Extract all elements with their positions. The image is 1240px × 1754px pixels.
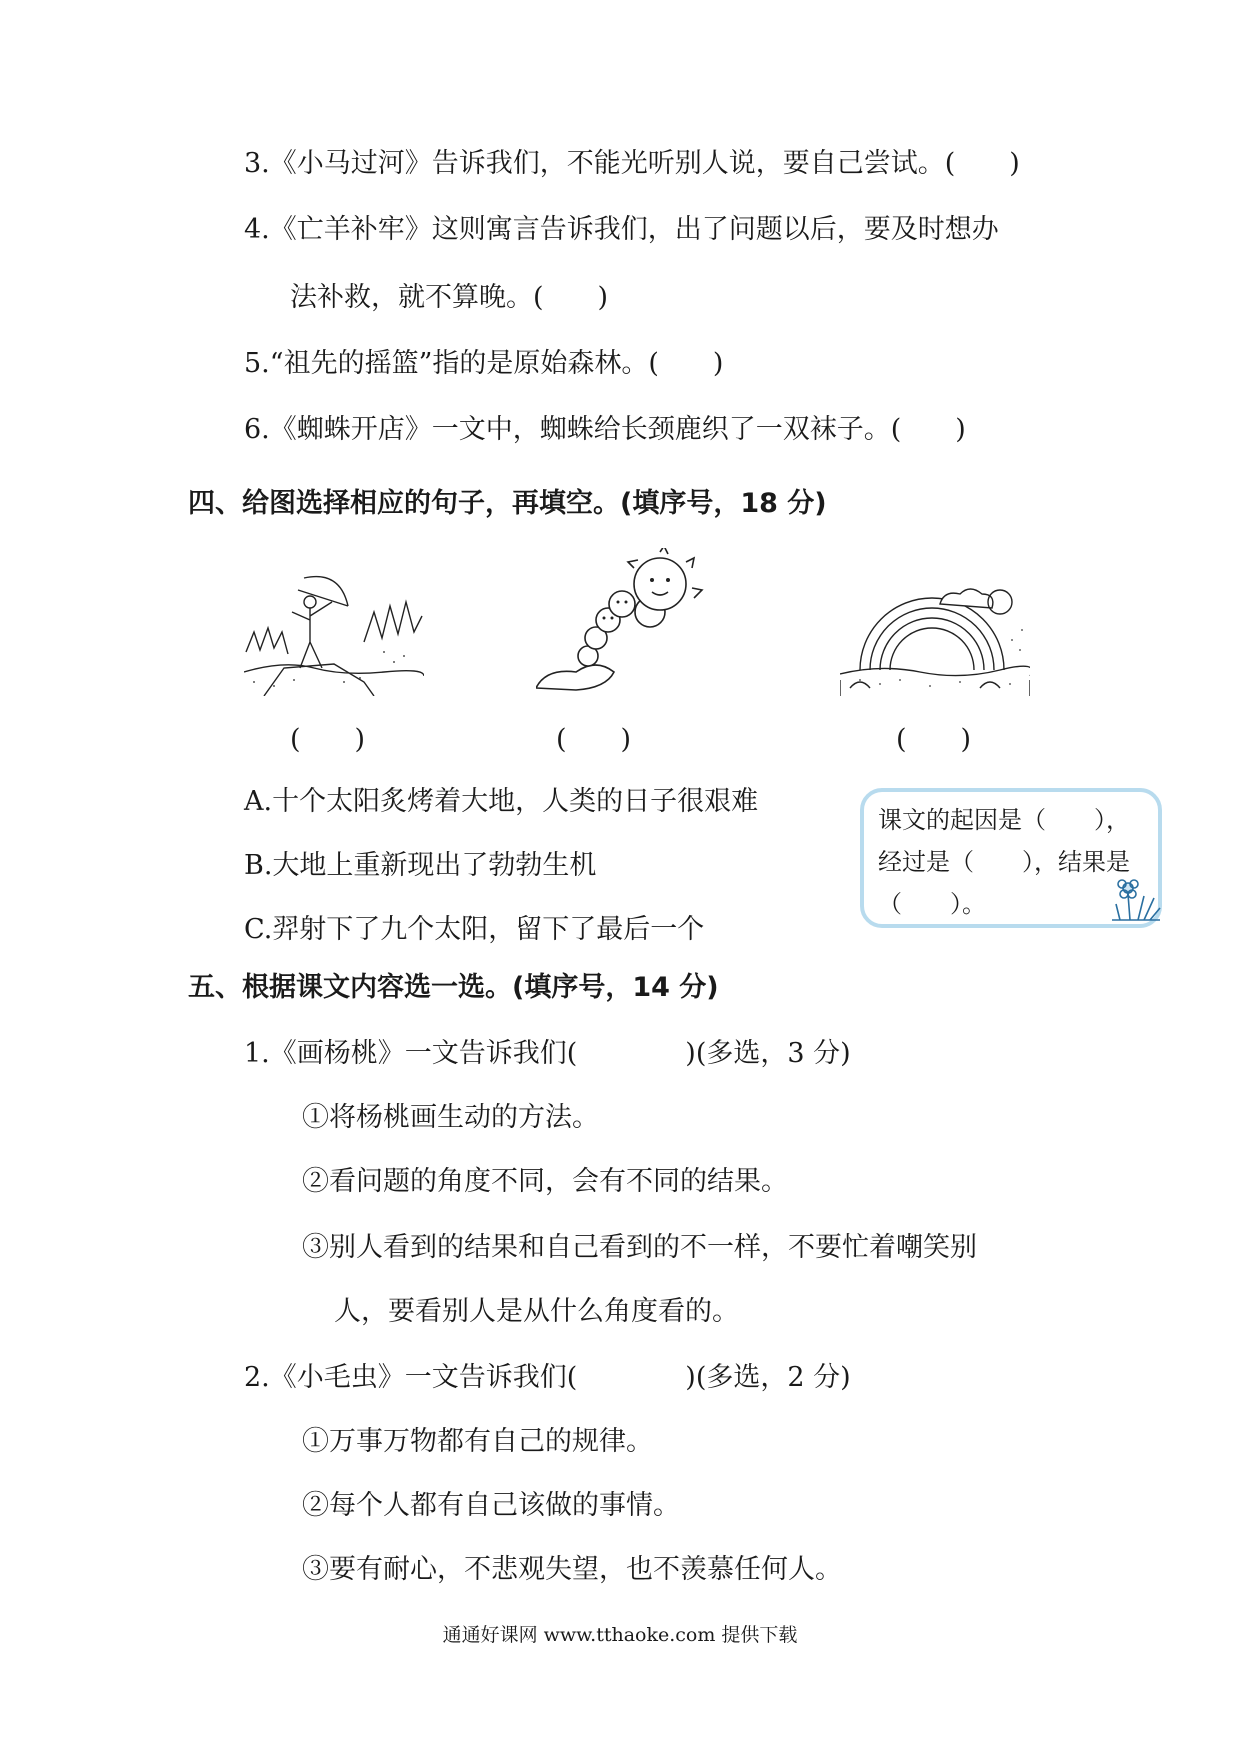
question-2-option-2: ②每个人都有自己该做的事情。 xyxy=(302,1490,680,1521)
picture-2-blank: ( ) xyxy=(556,724,632,755)
box-line-cause: 课文的起因是（ ）， xyxy=(878,806,1130,834)
judge-item-5: 5.“祖先的摇篮”指的是原始森林。( ) xyxy=(244,348,724,379)
question-1-stem: 1.《画杨桃》一文告诉我们( )(多选，3 分) xyxy=(244,1038,851,1069)
story-structure-box xyxy=(860,788,1162,928)
option-c: C.羿射下了九个太阳，留下了最后一个 xyxy=(244,914,705,945)
question-2-stem: 2.《小毛虫》一文告诉我们( )(多选，2 分) xyxy=(244,1362,851,1393)
judge-item-6: 6.《蜘蛛开店》一文中，蜘蛛给长颈鹿织了一双袜子。( ) xyxy=(244,414,966,445)
judge-item-4: 4.《亡羊补牢》这则寓言告诉我们，出了问题以后，要及时想办 xyxy=(244,214,999,245)
ten-suns-picture xyxy=(536,548,716,698)
judge-item-4-cont: 法补救，就不算晚。( ) xyxy=(290,282,609,313)
archer-shooting-suns-picture xyxy=(244,572,424,696)
judge-item-3: 3.《小马过河》告诉我们，不能光听别人说，要自己尝试。( ) xyxy=(244,148,1020,179)
question-2-option-3: ③要有耐心，不悲观失望，也不羡慕任何人。 xyxy=(302,1554,842,1585)
question-1-option-3: ③别人看到的结果和自己看到的不一样，不要忙着嘲笑别 xyxy=(302,1232,977,1263)
question-2-option-1: ①万事万物都有自己的规律。 xyxy=(302,1426,653,1457)
picture-3-blank: ( ) xyxy=(896,724,972,755)
section5-heading: 五、根据课文内容选一选。(填序号，14 分) xyxy=(188,972,719,1003)
box-line-process: 经过是（ ），结果是 xyxy=(878,848,1130,876)
picture-1-blank: ( ) xyxy=(290,724,366,755)
option-a: A.十个太阳炙烤着大地，人类的日子很艰难 xyxy=(244,786,759,817)
page-footer: 通通好课网 www.tthaoke.com 提供下载 xyxy=(442,1624,798,1646)
question-1-option-3-cont: 人，要看别人是从什么角度看的。 xyxy=(334,1296,739,1327)
question-1-option-2: ②看问题的角度不同，会有不同的结果。 xyxy=(302,1166,788,1197)
box-line-result: （ ）。 xyxy=(878,890,986,918)
option-b: B.大地上重新现出了勃勃生机 xyxy=(244,850,597,881)
flower-decoration-icon xyxy=(1110,874,1162,926)
question-1-option-1: ①将杨桃画生动的方法。 xyxy=(302,1102,599,1133)
rainbow-landscape-picture xyxy=(840,580,1030,696)
section4-heading: 四、给图选择相应的句子，再填空。(填序号，18 分) xyxy=(188,488,827,519)
